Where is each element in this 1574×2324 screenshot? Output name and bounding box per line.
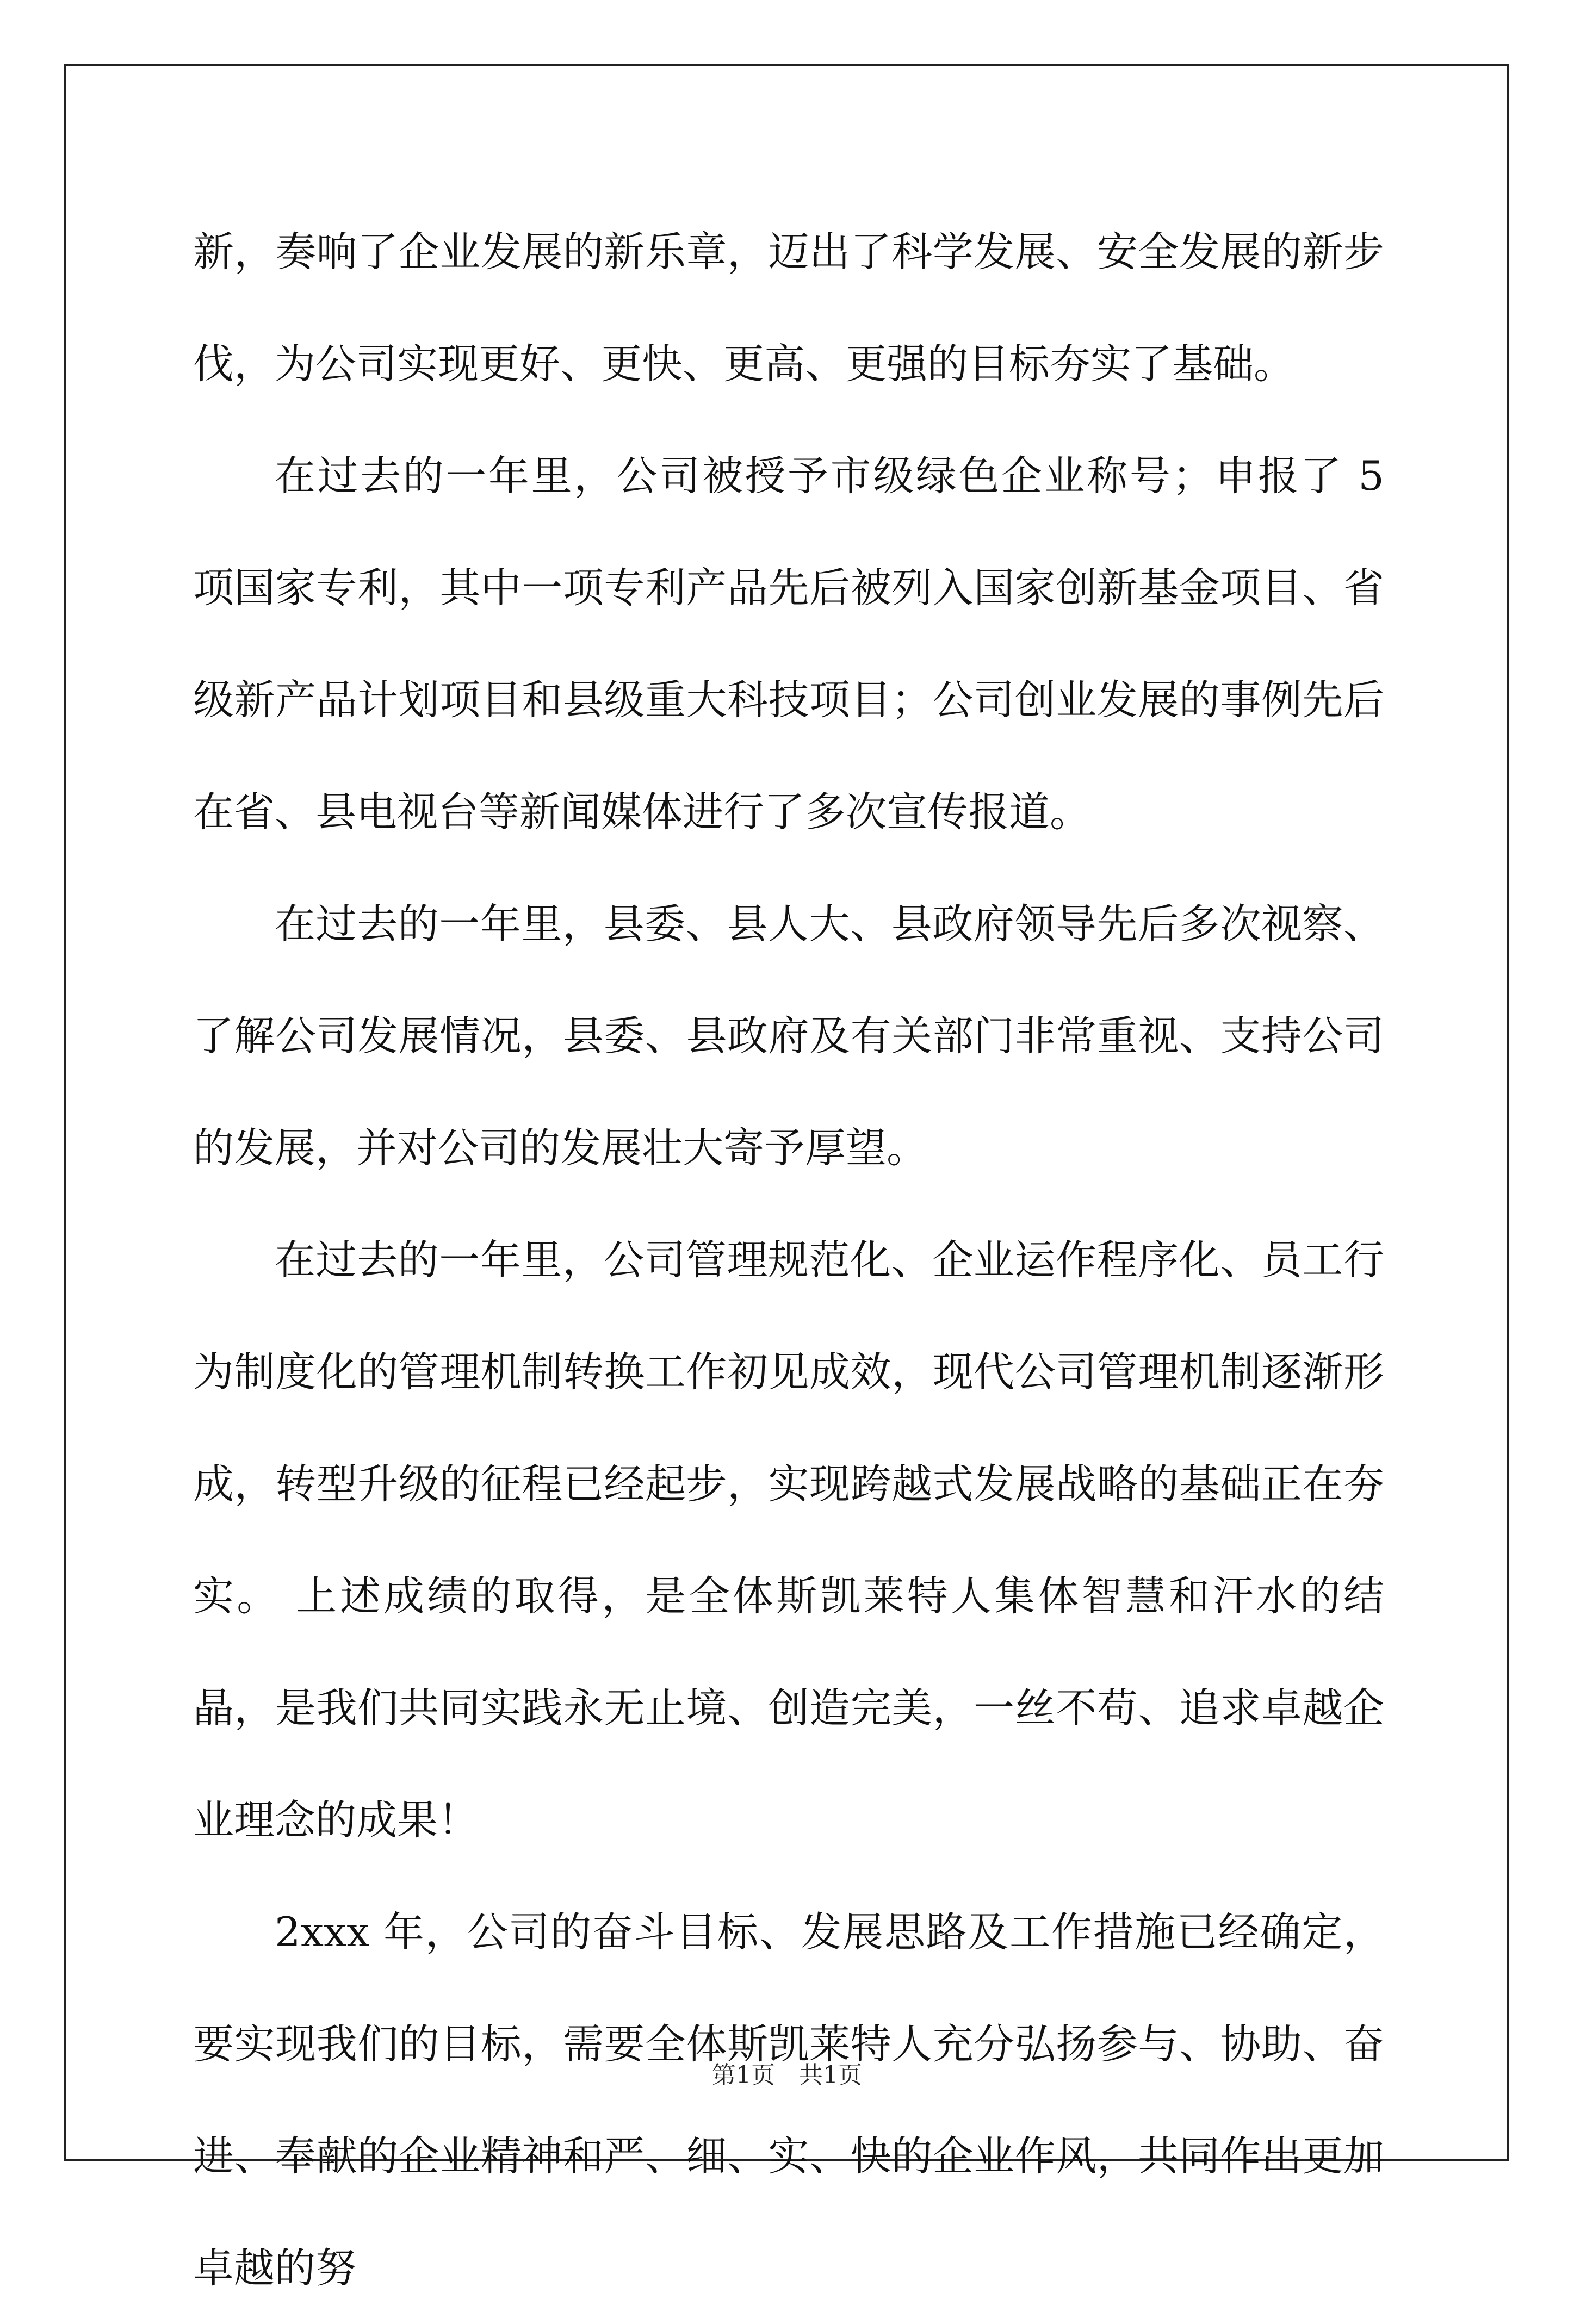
page-footer: 第1页 共1页 (712, 2061, 862, 2089)
paragraph-5: 2xxx 年，公司的奋斗目标、发展思路及工作措施已经确定，要实现我们的目标，需要全体斯凯莱特人充分弘扬参与、协助、奋进、奉献的企业精神和严、细、实、快的企业作风，共同作出更加卓越的努 (193, 1908, 1384, 2292)
document-body (193, 196, 1384, 2324)
paragraph-2: 在过去的一年里，公司被授予市级绿色企业称号；申报了 5 项国家专利，其中一项专利产品先后被列入国家创新基金项目、省级新产品计划项目和县级重大科技项目；公司创业发展的事例先后在省、县电视台等新闻媒体进行了多次宣传报道。 (193, 452, 1384, 836)
paragraph-4: 在过去的一年里，公司管理规范化、企业运作程序化、员工行为制度化的管理机制转换工作初见成效，现代公司管理机制逐渐形成，转型升级的征程已经起步，实现跨越式发展战略的基础正在夯实。 上述成绩的取得，是全体斯凯莱特人集体智慧和汗水的结晶，是我们共同实践永无止境、创造完美，一丝不苟、追求卓越企业理念的成果！ (193, 1236, 1384, 1844)
paragraph-3: 在过去的一年里，县委、县人大、县政府领导先后多次视察、了解公司发展情况，县委、县政府及有关部门非常重视、支持公司的发展，并对公司的发展壮大寄予厚望。 (193, 900, 1384, 1172)
paragraph-1: 新，奏响了企业发展的新乐章，迈出了科学发展、安全发展的新步伐，为公司实现更好、更快、更高、更强的目标夯实了基础。 (193, 228, 1384, 388)
